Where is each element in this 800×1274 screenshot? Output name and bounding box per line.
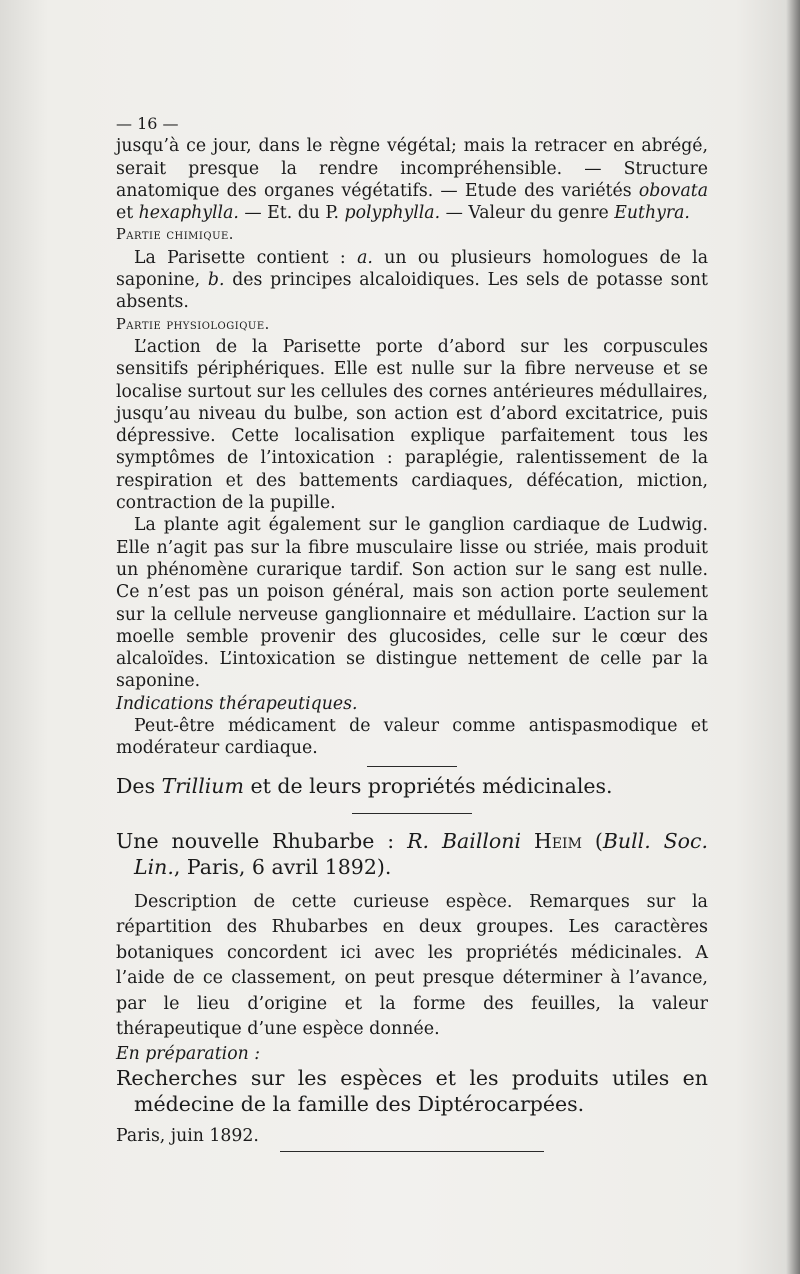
paragraph-structure: jusqu’à ce jour, dans le règne végétal; mais la retracer en abrégé, serait presque la rendre incompréhensible. — Structure anatomique des organes végétatifs. — Etude des variétés obovata et hexaphylla. — Et. du P. polyphylla. — Valeur du genre Euthyra. — [116, 136, 708, 224]
paragraph-rhubarbe: Description de cette curieuse espèce. Remarques sur la répartition des Rhubarbes en deux groupes. Les caractères botaniques concordent ici avec les propriétés médicinales. A l’aide de ce classement, on peut presque déterminer à l’avance, par le lieu d’origine et la forme des feuilles, la valeur thérapeutique d’une espèce donnée. — [116, 891, 708, 1040]
title-trillium: Des Trillium et de leurs propriétés médicinales. — [116, 773, 613, 798]
heading-indications: Indications thérapeutiques. — [116, 693, 358, 714]
title-rhubarbe: Une nouvelle Rhubarbe : R. Bailloni Heim (Bull. Soc. Lin., Paris, 6 avril 1892). — [116, 828, 709, 879]
heading-partie-physiologique: Partie physiologique. — [116, 316, 270, 333]
page-number: — 16 — — [116, 114, 179, 133]
divider-rule — [367, 766, 457, 767]
signoff-date: Paris, juin 1892. — [116, 1125, 259, 1146]
paragraph-chimique: La Parisette contient : a. un ou plusieurs homologues de la saponine, b. des principes alcaloidiques. Les sels de potasse sont absents. — [116, 247, 709, 313]
divider-rule — [280, 1151, 544, 1152]
paragraph-action-parisette: L’action de la Parisette porte d’abord sur les corpuscules sensitifs périphériques. Elle est nulle sur la fibre nerveuse et se localise surtout sur les cellules des cornes antérieures médullaires, jusqu’au niveau du bulbe, son action est d’abord excitatrice, puis dépressive. Cette localisation explique parfaitement tous les symptômes de l’intoxication : paraplégie, ralentissement de la respiration et des battements cardiaques, défécation, miction, contraction de la pupille. — [116, 336, 708, 514]
heading-en-preparation: En préparation : — [116, 1043, 261, 1064]
title-recherches: Recherches sur les espèces et les produits utiles en médecine de la famille des Diptérocarpées. — [116, 1065, 708, 1116]
divider-rule — [352, 813, 472, 814]
spacer — [116, 1117, 708, 1125]
heading-partie-chimique: Partie chimique. — [116, 227, 234, 244]
page-edge-shadow — [786, 0, 800, 1274]
paragraph-ganglion: La plante agit également sur le ganglion cardiaque de Ludwig. Elle n’agit pas sur la fibre musculaire lisse ou striée, mais produit un phénomène curarique tardif. Son action sur le sang est nulle. Ce n’est pas un poison général, mais son action porte seulement sur la cellule nerveuse ganglionnaire et médullaire. L’action sur la moelle semble provenir des glucosides, celle sur le cœur des alcaloïdes. L’intoxication se distingue nettement de celle par la saponine. — [116, 515, 708, 692]
page-content — [116, 113, 708, 1152]
spacer — [116, 880, 708, 890]
paragraph-indications: Peut-être médicament de valeur comme antispasmodique et modérateur cardiaque. — [116, 716, 708, 759]
